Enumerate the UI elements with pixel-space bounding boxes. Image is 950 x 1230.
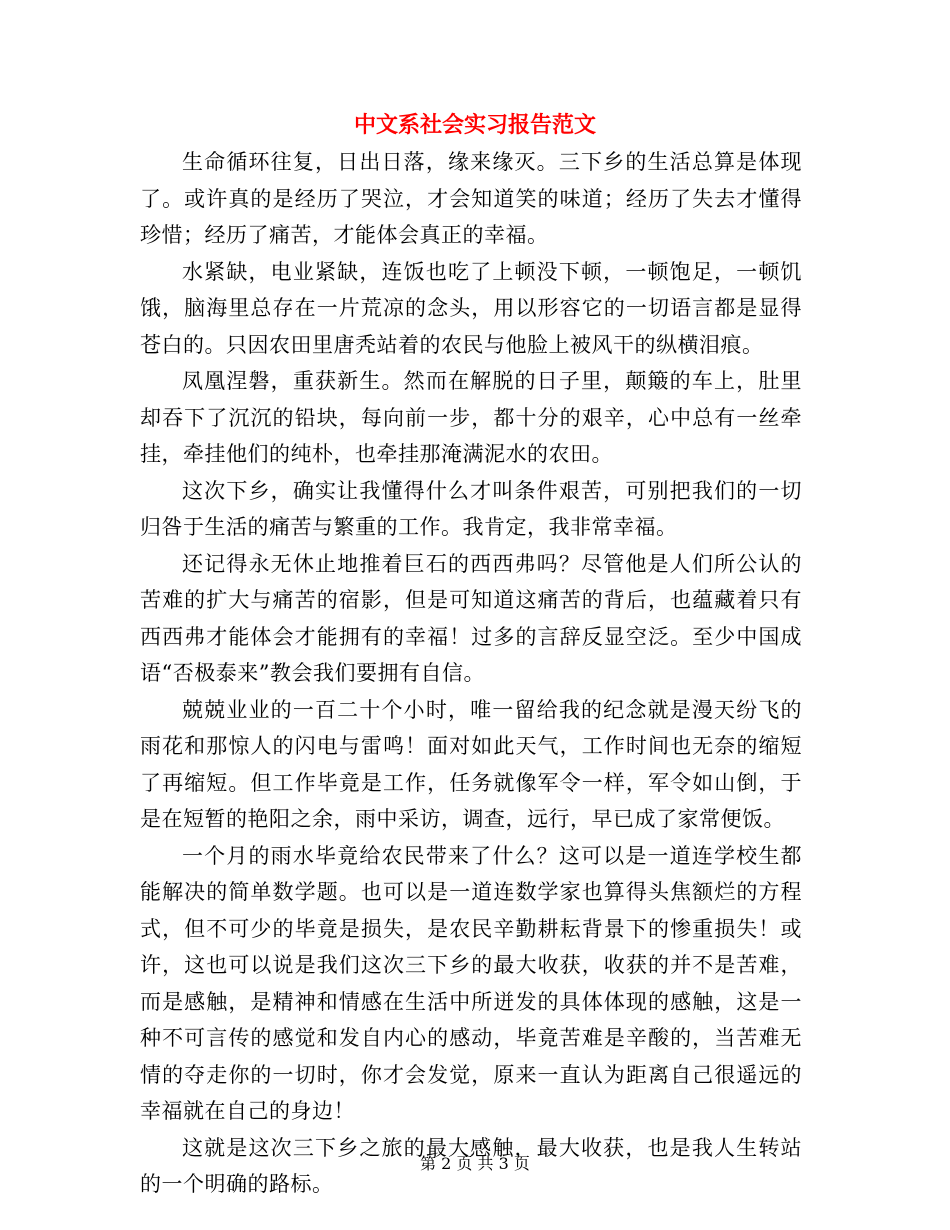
paragraph-7: 一个月的雨水毕竟给农民带来了什么？这可以是一道连学校生都能解决的简单数学题。也可以是一道连数学家也算得头焦额烂的方程式，但不可少的毕竟是损失，是农民辛勤耕耘背景下的惨重损失！或许，这也可以说是我们这次三下乡的最大收获，收获的并不是苦难，而是感触，是精神和情感在生活中所迸发的具体体现的感触，这是一种不可言传的感觉和发自内心的感动，毕竟苦难是辛酸的，当苦难无情的夺走你的一切时，你才会发觉，原来一直认为距离自己很遥远的幸福就在自己的身边！	[140, 843, 802, 1123]
paragraph-2: 水紧缺，电业紧缺，连饭也吃了上顿没下顿，一顿饱足，一顿饥饿，脑海里总存在一片荒凉的念头，用以形容它的一切语言都是显得苍白的。只因农田里唐秃站着的农民与他脸上被风干的纵横泪痕。	[140, 259, 802, 357]
document-body	[140, 144, 802, 1203]
paragraph-3: 凤凰涅磐，重获新生。然而在解脱的日子里，颠簸的车上，肚里却吞下了沉沉的铅块，每向前一步，都十分的艰辛，心中总有一丝牵挂，牵挂他们的纯朴，也牵挂那淹满泥水的农田。	[140, 369, 802, 466]
paragraph-1: 生命循环往复，日出日落，缘来缘灭。三下乡的生活总算是体现了。或许真的是经历了哭泣，才会知道笑的味道；经历了失去才懂得珍惜；经历了痛苦，才能体会真正的幸福。	[140, 150, 802, 247]
paragraph-5: 还记得永无休止地推着巨石的西西弗吗？尽管他是人们所公认的苦难的扩大与痛苦的宿影，但是可知道这痛苦的背后，也蕴藏着只有西西弗才能体会才能拥有的幸福！过多的言辞反显空泛。至少中国成语“否极泰来”教会我们要拥有自信。	[140, 551, 802, 685]
document-title: 中文系社会实习报告范文	[353, 112, 596, 138]
paragraph-8: 这就是这次三下乡之旅的最大感触，最大收获，也是我人生转站的一个明确的路标。	[140, 1135, 802, 1196]
paragraph-4: 这次下乡，确实让我懂得什么才叫条件艰苦，可别把我们的一切归咎于生活的痛苦与繁重的工作。我肯定，我非常幸福。	[140, 478, 802, 539]
paragraph-6: 兢兢业业的一百二十个小时，唯一留给我的纪念就是漫天纷飞的雨花和那惊人的闪电与雷鸣！面对如此天气，工作时间也无奈的缩短了再缩短。但工作毕竟是工作，任务就像军令一样，军令如山倒，于是在短暂的艳阳之余，雨中采访，调查，远行，早已成了家常便饭。	[140, 697, 802, 831]
page-number-footer: 第 2 页 共 3 页	[420, 1154, 530, 1173]
